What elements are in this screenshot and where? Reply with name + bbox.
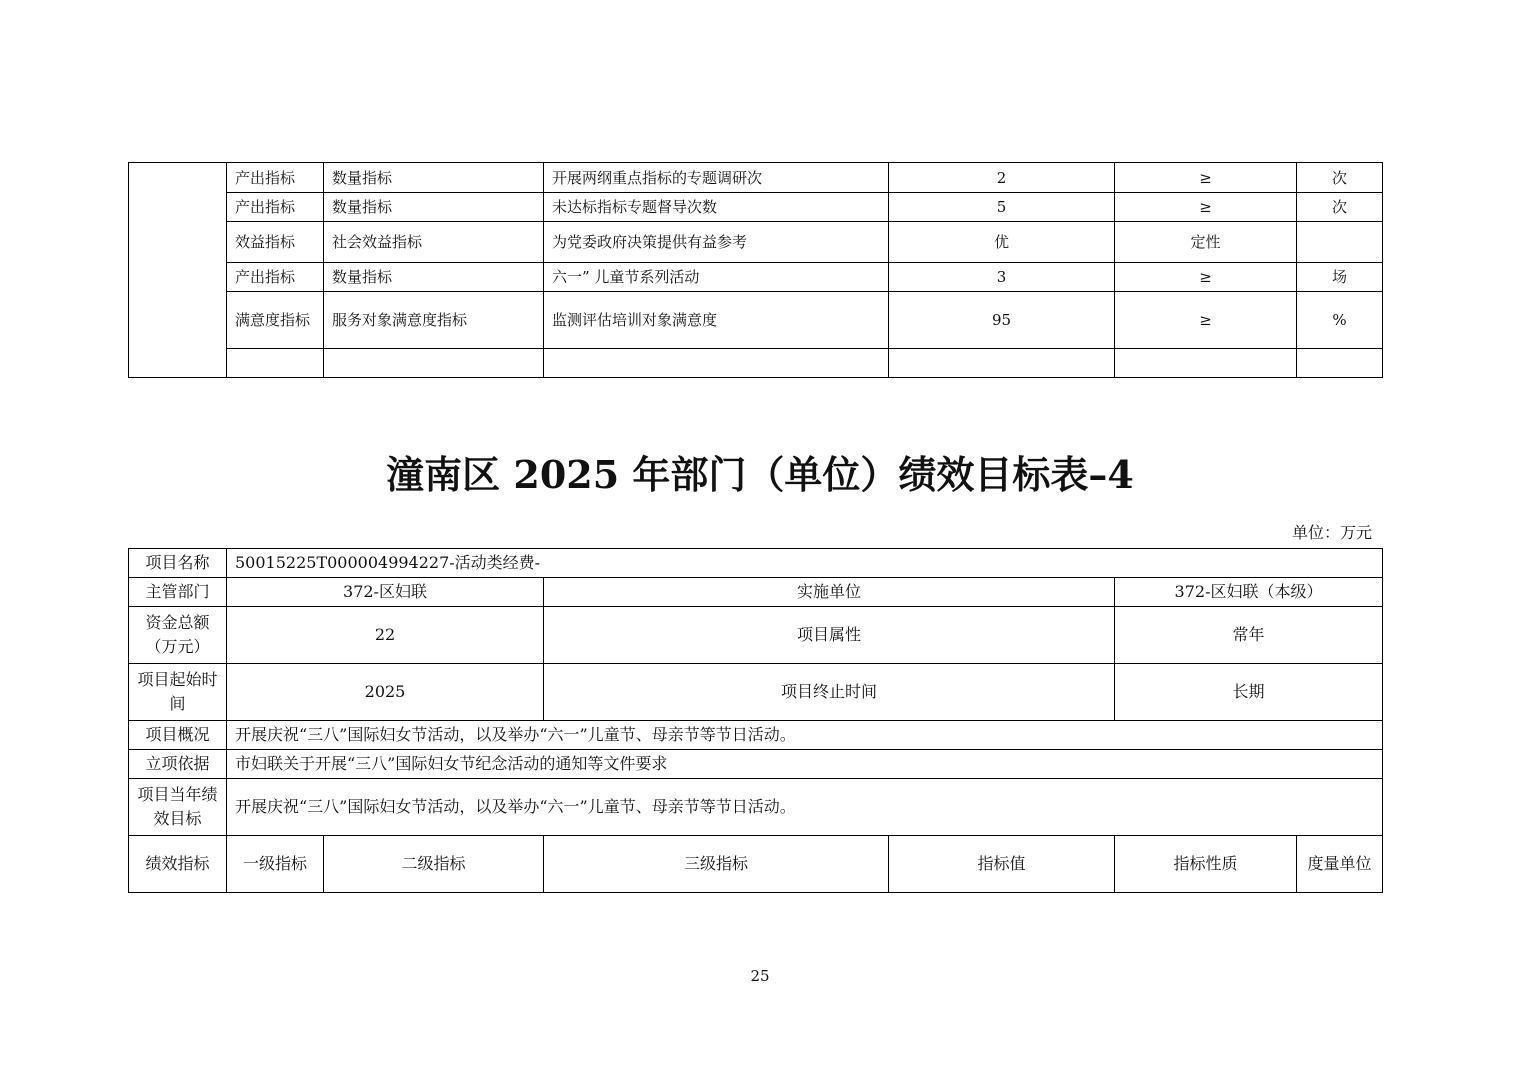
header-value: 指标值 — [889, 836, 1115, 893]
indicator-table-continued — [128, 162, 1383, 378]
table-row — [129, 607, 1383, 664]
level1-cell: 效益指标 — [227, 222, 324, 263]
table-row — [129, 664, 1383, 721]
level3-cell — [544, 349, 889, 378]
nature-cell: ≥ — [1115, 163, 1297, 193]
header-level3: 三级指标 — [544, 836, 889, 893]
header-level2: 二级指标 — [324, 836, 544, 893]
nature-cell: ≥ — [1115, 292, 1297, 349]
table-row — [129, 549, 1383, 578]
overview-label: 项目概况 — [129, 721, 227, 750]
level1-cell: 满意度指标 — [227, 292, 324, 349]
table-row — [129, 578, 1383, 607]
fund-label: 资金总额（万元） — [129, 607, 227, 664]
basis-label: 立项依据 — [129, 750, 227, 779]
project-name-value: 50015225T000004994227-活动类经费- — [227, 549, 1383, 578]
table-row — [129, 721, 1383, 750]
unit-cell — [1297, 349, 1383, 378]
end-value: 长期 — [1115, 664, 1383, 721]
page-title: 潼南区 2025 年部门（单位）绩效目标表–4 — [386, 452, 1134, 497]
impl-label: 实施单位 — [544, 578, 1115, 607]
table-row — [129, 193, 1383, 222]
dept-value: 372-区妇联 — [227, 578, 544, 607]
value-cell: 优 — [889, 222, 1115, 263]
level1-cell: 产出指标 — [227, 163, 324, 193]
nature-cell: ≥ — [1115, 263, 1297, 292]
level2-cell: 社会效益指标 — [324, 222, 544, 263]
table-row — [129, 349, 1383, 378]
goal-label: 项目当年绩效目标 — [129, 779, 227, 836]
header-nature: 指标性质 — [1115, 836, 1297, 893]
basis-value: 市妇联关于开展“三八”国际妇女节纪念活动的通知等文件要求 — [227, 750, 1383, 779]
nature-cell: 定性 — [1115, 222, 1297, 263]
level2-cell — [324, 349, 544, 378]
nature-cell: ≥ — [1115, 193, 1297, 222]
start-label: 项目起始时间 — [129, 664, 227, 721]
page-number: 25 — [750, 967, 770, 985]
value-cell: 5 — [889, 193, 1115, 222]
table-row — [129, 263, 1383, 292]
value-cell — [889, 349, 1115, 378]
unit-cell: 次 — [1297, 193, 1383, 222]
header-perf: 绩效指标 — [129, 836, 227, 893]
unit-cell: 次 — [1297, 163, 1383, 193]
end-label: 项目终止时间 — [544, 664, 1115, 721]
unit-cell: 场 — [1297, 263, 1383, 292]
fund-value: 22 — [227, 607, 544, 664]
level2-cell: 数量指标 — [324, 163, 544, 193]
header-level1: 一级指标 — [227, 836, 324, 893]
table-row — [129, 163, 1383, 193]
level2-cell: 数量指标 — [324, 193, 544, 222]
header-unit: 度量单位 — [1297, 836, 1383, 893]
value-cell: 2 — [889, 163, 1115, 193]
level2-cell: 服务对象满意度指标 — [324, 292, 544, 349]
table-header-row — [129, 836, 1383, 893]
value-cell: 95 — [889, 292, 1115, 349]
level1-cell: 产出指标 — [227, 193, 324, 222]
table-row — [129, 750, 1383, 779]
goal-value: 开展庆祝“三八”国际妇女节活动，以及举办“六一”儿童节、母亲节等节日活动。 — [227, 779, 1383, 836]
level3-cell: 六一” 儿童节系列活动 — [544, 263, 889, 292]
level1-cell: 产出指标 — [227, 263, 324, 292]
unit-label: 单位：万元 — [1291, 523, 1372, 542]
project-table — [128, 548, 1383, 893]
start-value: 2025 — [227, 664, 544, 721]
unit-cell: % — [1297, 292, 1383, 349]
level3-cell: 未达标指标专题督导次数 — [544, 193, 889, 222]
attr-value: 常年 — [1115, 607, 1383, 664]
level3-cell: 开展两纲重点指标的专题调研次 — [544, 163, 889, 193]
level3-cell: 为党委政府决策提供有益参考 — [544, 222, 889, 263]
level3-cell: 监测评估培训对象满意度 — [544, 292, 889, 349]
level1-cell — [227, 349, 324, 378]
value-cell: 3 — [889, 263, 1115, 292]
impl-value: 372-区妇联（本级） — [1115, 578, 1383, 607]
dept-label: 主管部门 — [129, 578, 227, 607]
table-row — [129, 292, 1383, 349]
merged-category-cell — [129, 163, 227, 378]
project-name-label: 项目名称 — [129, 549, 227, 578]
level2-cell: 数量指标 — [324, 263, 544, 292]
unit-cell — [1297, 222, 1383, 263]
overview-value: 开展庆祝“三八”国际妇女节活动，以及举办“六一”儿童节、母亲节等节日活动。 — [227, 721, 1383, 750]
table-row — [129, 222, 1383, 263]
nature-cell — [1115, 349, 1297, 378]
table-row — [129, 779, 1383, 836]
attr-label: 项目属性 — [544, 607, 1115, 664]
